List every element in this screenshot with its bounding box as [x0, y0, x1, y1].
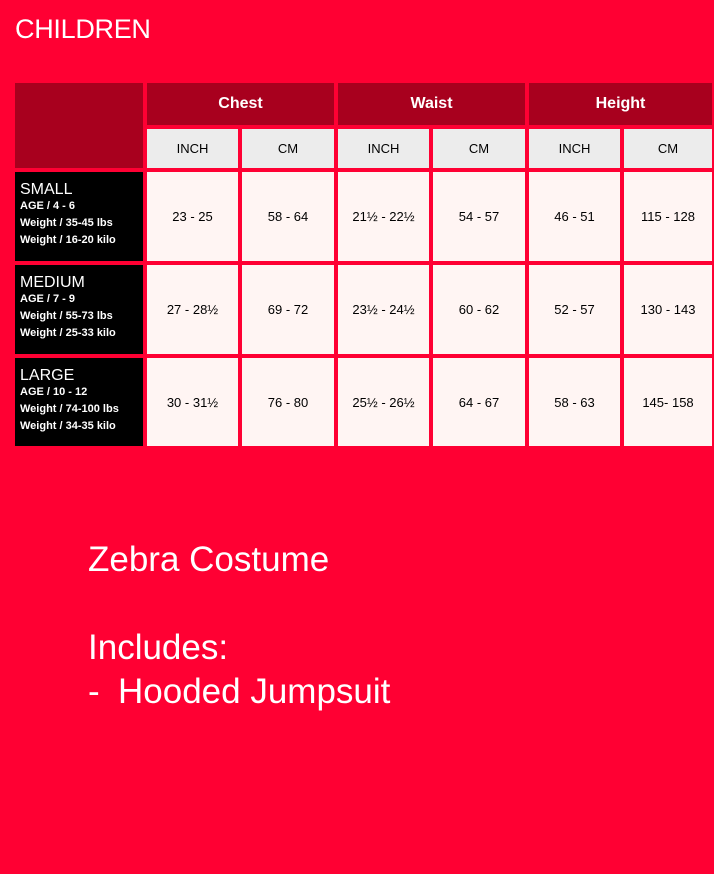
table-cell: 145- 158	[624, 358, 712, 446]
unit-header: INCH	[147, 129, 238, 168]
header-waist: Waist	[338, 83, 525, 125]
list-dash: -	[88, 672, 100, 711]
table-cell: 58 - 63	[529, 358, 620, 446]
size-chart-table	[15, 83, 697, 446]
size-weight-lbs: Weight / 55-73 lbs	[20, 310, 113, 322]
size-weight-kilo: Weight / 25-33 kilo	[20, 327, 116, 339]
unit-header: CM	[433, 129, 525, 168]
includes-label: Includes:	[88, 628, 229, 667]
table-corner	[15, 83, 143, 168]
table-cell: 30 - 31½	[147, 358, 238, 446]
table-cell: 58 - 64	[242, 172, 334, 261]
unit-header: CM	[624, 129, 712, 168]
size-weight-lbs: Weight / 74-100 lbs	[20, 403, 119, 415]
product-description	[88, 538, 390, 714]
header-height: Height	[529, 83, 712, 125]
product-name: Zebra Costume	[88, 540, 330, 579]
size-name: MEDIUM	[20, 274, 85, 291]
size-age: AGE / 7 - 9	[20, 293, 76, 305]
size-age: AGE / 10 - 12	[20, 386, 88, 398]
page-title: CHILDREN	[15, 14, 151, 44]
table-cell: 69 - 72	[242, 265, 334, 354]
includes-item	[88, 670, 390, 714]
table-cell: 21½ - 22½	[338, 172, 429, 261]
size-weight-kilo: Weight / 16-20 kilo	[20, 234, 116, 246]
size-weight-lbs: Weight / 35-45 lbs	[20, 217, 113, 229]
table-cell: 54 - 57	[433, 172, 525, 261]
size-label-medium	[15, 265, 143, 354]
table-cell: 52 - 57	[529, 265, 620, 354]
header-chest: Chest	[147, 83, 334, 125]
size-weight-kilo: Weight / 34-35 kilo	[20, 420, 116, 432]
size-age: AGE / 4 - 6	[20, 200, 76, 212]
table-cell: 130 - 143	[624, 265, 712, 354]
unit-header: INCH	[529, 129, 620, 168]
table-cell: 115 - 128	[624, 172, 712, 261]
table-cell: 27 - 28½	[147, 265, 238, 354]
size-name: LARGE	[20, 367, 75, 384]
spacer	[88, 582, 390, 626]
table-cell: 23½ - 24½	[338, 265, 429, 354]
size-name: SMALL	[20, 181, 73, 198]
table-cell: 60 - 62	[433, 265, 525, 354]
table-cell: 23 - 25	[147, 172, 238, 261]
table-cell: 64 - 67	[433, 358, 525, 446]
size-label-large	[15, 358, 143, 446]
unit-header: CM	[242, 129, 334, 168]
unit-header: INCH	[338, 129, 429, 168]
includes-item-text: Hooded Jumpsuit	[118, 672, 391, 711]
table-cell: 25½ - 26½	[338, 358, 429, 446]
size-label-small	[15, 172, 143, 261]
table-cell: 76 - 80	[242, 358, 334, 446]
table-cell: 46 - 51	[529, 172, 620, 261]
